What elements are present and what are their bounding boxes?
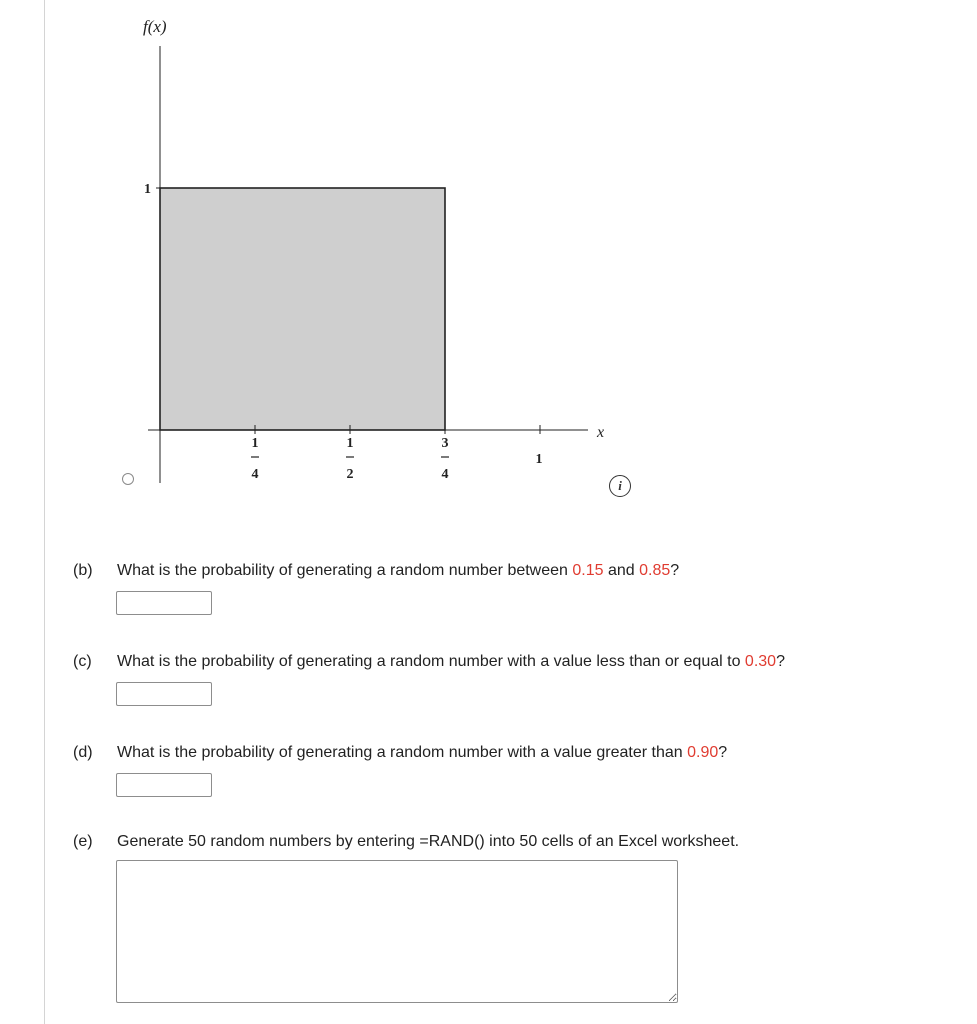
question-text-part: Generate 50 random numbers by entering =RAND() into 50 cells of an Excel worksheet. — [117, 833, 740, 850]
x-tick-numerator: 1 — [251, 436, 259, 451]
x-ticks — [251, 425, 543, 482]
question-text-part: ? — [718, 744, 728, 761]
x-axis-label: x — [597, 424, 605, 441]
question-e — [73, 832, 739, 852]
question-text-part: What is the probability of generating a random number with a value greater than — [117, 744, 688, 761]
question-text — [117, 562, 679, 579]
pdf-area — [160, 188, 445, 430]
pdf-graph — [0, 0, 700, 520]
answer-input-b[interactable] — [116, 591, 212, 615]
answer-input-c[interactable] — [116, 682, 212, 706]
highlighted-value: 0.15 — [572, 562, 604, 579]
question-text — [117, 833, 739, 850]
question-text-part: ? — [776, 653, 785, 670]
graph-option-radio[interactable] — [122, 473, 134, 485]
highlighted-value: 0.30 — [744, 653, 777, 670]
question-b — [73, 561, 679, 581]
question-text-part: and — [603, 562, 640, 579]
question-text-part: What is the probability of generating a random number with a value less than or equal to — [117, 653, 745, 670]
answer-input-d[interactable] — [116, 773, 212, 797]
y-tick-label: 1 — [144, 182, 151, 197]
question-text-part: ? — [670, 562, 680, 579]
x-tick-denominator: 2 — [346, 467, 354, 482]
question-text — [117, 653, 785, 670]
question-letter: (c) — [73, 653, 92, 670]
highlighted-value: 0.85 — [639, 562, 671, 579]
question-text-part: What is the probability of generating a random number between — [117, 562, 573, 579]
info-icon[interactable]: i — [609, 475, 631, 497]
question-letter: (e) — [73, 833, 93, 850]
y-axis-label: f(x) — [143, 17, 167, 36]
x-tick-denominator: 4 — [251, 467, 259, 482]
question-letter: (b) — [73, 562, 93, 579]
highlighted-value: 0.90 — [687, 744, 719, 761]
question-d — [73, 743, 727, 763]
x-tick-numerator: 1 — [346, 436, 354, 451]
x-tick-denominator: 4 — [441, 467, 449, 482]
x-tick-numerator: 3 — [441, 436, 449, 451]
answer-textarea-e[interactable] — [116, 860, 678, 1003]
question-c — [73, 652, 785, 672]
question-text — [117, 744, 727, 761]
question-letter: (d) — [73, 744, 93, 761]
x-tick-label: 1 — [535, 452, 543, 467]
